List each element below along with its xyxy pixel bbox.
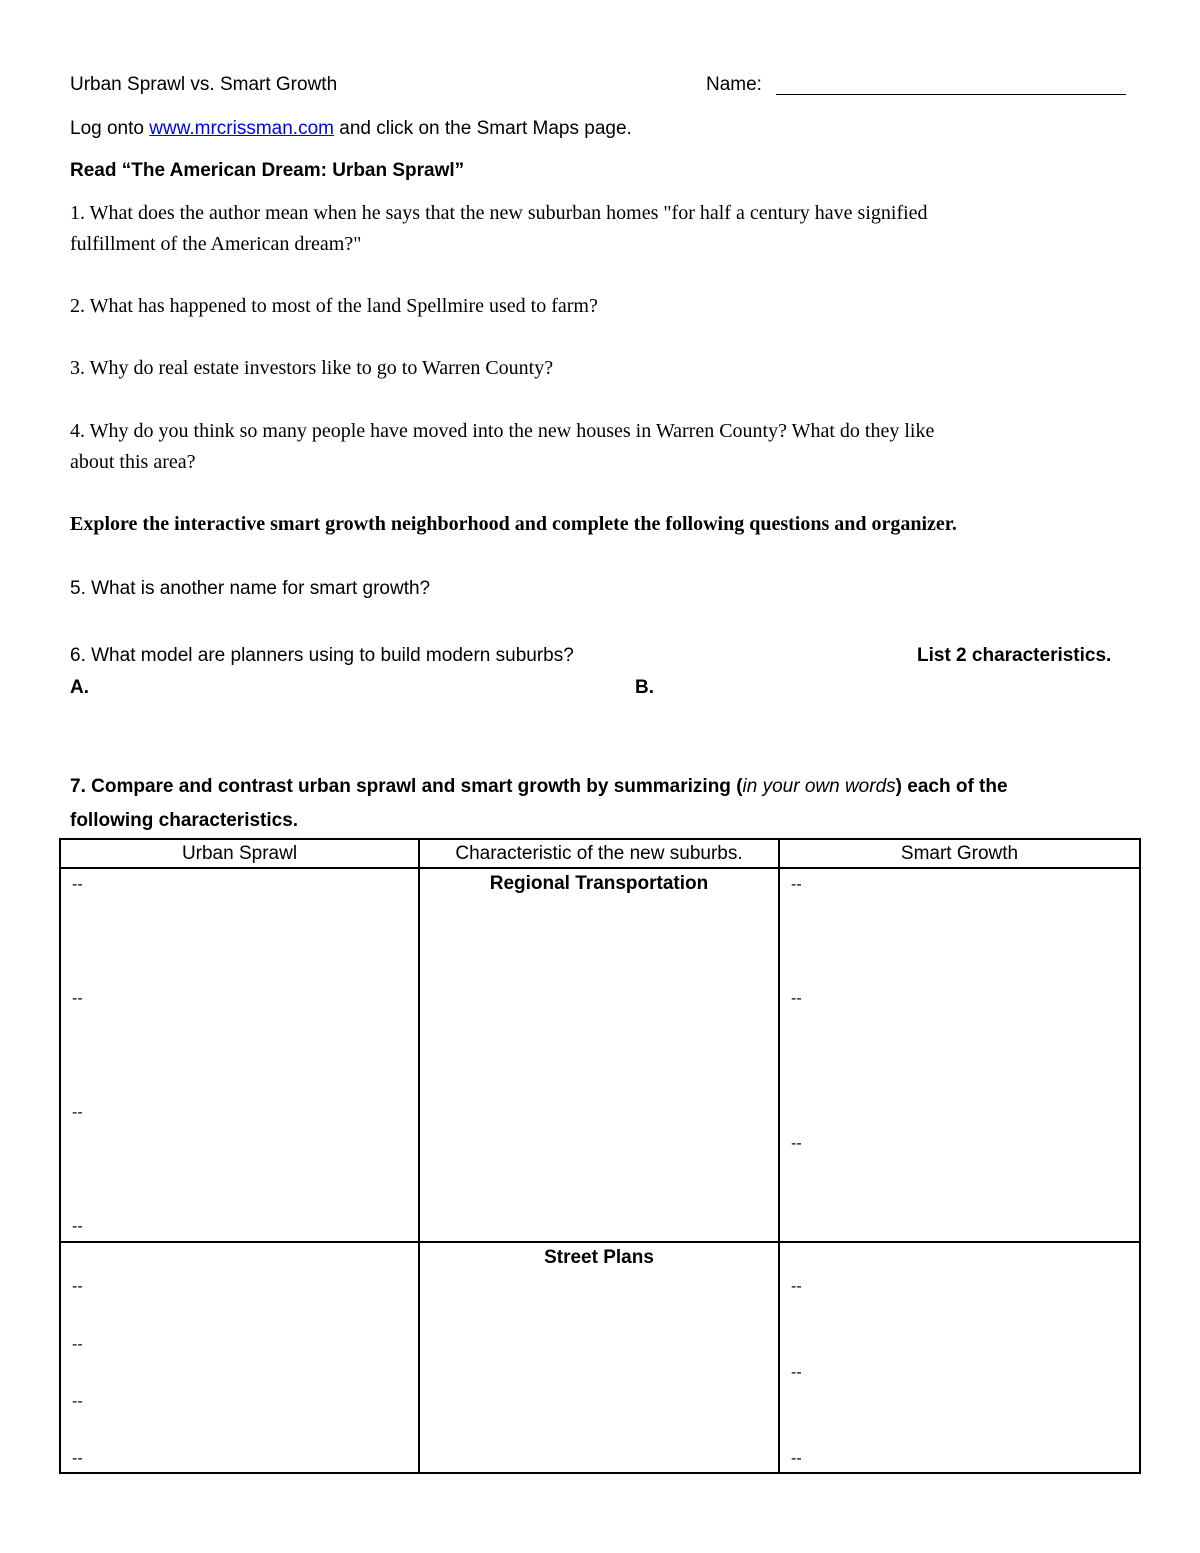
answer-line-marker[interactable]: -- [791,990,802,1007]
question-4-line-1: 4. Why do you think so many people have moved into the new houses in Warren County? What do they like [70,420,935,442]
name-blank-line[interactable] [776,94,1126,95]
question-6-answer-a: A. [70,677,89,698]
log-onto-suffix: and click on the Smart Maps page. [333,118,632,139]
answer-line-marker[interactable]: -- [72,990,83,1007]
question-3: 3. Why do real estate investors like to go to Warren County? [70,357,554,379]
table-border-right [1139,838,1141,1474]
header-characteristic: Characteristic of the new suburbs. [455,843,743,864]
question-6-list-label: List 2 characteristics. [917,645,1112,666]
question-1-line-1: 1. What does the author mean when he says that the new suburban homes "for half a century have signified [70,202,928,224]
row-title-regional-transportation: Regional Transportation [489,873,709,894]
question-4-line-2: about this area? [70,451,196,473]
read-instruction: Read “The American Dream: Urban Sprawl” [70,160,465,181]
table-row-divider [59,1241,1141,1243]
answer-line-marker[interactable]: -- [791,1278,802,1295]
question-7-line-2: following characteristics. [70,810,299,831]
question-5: 5. What is another name for smart growth? [70,578,431,599]
table-border-bottom [59,1472,1141,1474]
header-smart-growth: Smart Growth [900,843,1019,864]
answer-line-marker[interactable]: -- [791,876,802,893]
answer-line-marker[interactable]: -- [72,1450,83,1467]
question-1-line-2: fulfillment of the American dream?" [70,233,362,255]
log-onto-prefix: Log onto [70,118,150,139]
log-onto-line [70,118,632,140]
explore-instruction: Explore the interactive smart growth neighborhood and complete the following questions and organizer. [70,513,957,535]
table-border-left [59,838,61,1474]
table-header-divider [59,867,1141,869]
question-6: 6. What model are planners using to build modern suburbs? [70,645,574,666]
name-label: Name: [706,74,762,95]
table-border-top [59,838,1141,840]
row-title-street-plans: Street Plans [544,1247,654,1268]
question-6-answer-b: B. [635,677,654,698]
answer-line-marker[interactable]: -- [791,1135,802,1152]
answer-line-marker[interactable]: -- [791,1364,802,1381]
mrcrissman-link[interactable]: www.mrcrissman.com [149,118,334,139]
question-7-text-a: 7. Compare and contrast urban sprawl and smart growth by summarizing ( [70,776,743,797]
answer-line-marker[interactable]: -- [72,876,83,893]
answer-line-marker[interactable]: -- [72,1336,83,1353]
question-7-italic: in your own words [742,776,896,797]
question-7-line-1 [70,776,1008,798]
answer-line-marker[interactable]: -- [72,1393,83,1410]
worksheet-title: Urban Sprawl vs. Smart Growth [70,74,338,95]
question-2: 2. What has happened to most of the land Spellmire used to farm? [70,295,598,317]
answer-line-marker[interactable]: -- [72,1104,83,1121]
header-urban-sprawl: Urban Sprawl [181,843,298,864]
question-7-text-b: ) each of the [895,776,1008,797]
table-col-divider-1 [418,838,420,1474]
answer-line-marker[interactable]: -- [791,1450,802,1467]
answer-line-marker[interactable]: -- [72,1278,83,1295]
table-col-divider-2 [778,838,780,1474]
answer-line-marker[interactable]: -- [72,1218,83,1235]
